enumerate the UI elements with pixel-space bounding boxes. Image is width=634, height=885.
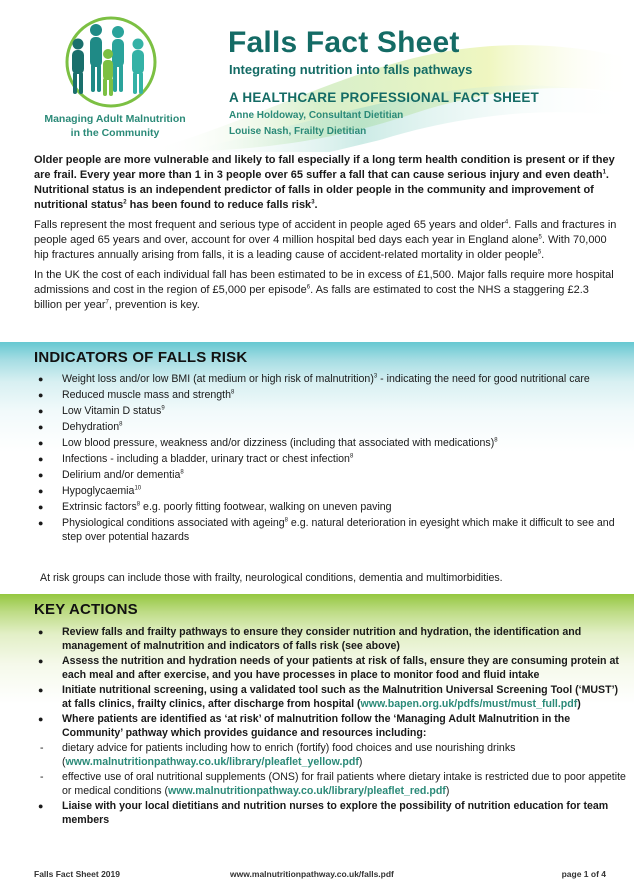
list-item: ● Dehydration$^8$ xyxy=(34,420,624,434)
list-item: - effective use of oral nutritional supplements (ONS) for frail patients where dietary intake is restricted due to poor appetite or medical conditions (www.malnutritionpathway.co.uk/library/pleaflet_red.pdf) xyxy=(34,770,626,798)
org-line-2: in the Community xyxy=(70,127,160,139)
red-leaflet-link[interactable]: www.malnutritionpathway.co.uk/library/pleaflet_red.pdf xyxy=(167,785,446,797)
intro-paragraph-3 xyxy=(34,268,620,313)
intro-text: , prevention is key. xyxy=(108,299,200,311)
list-item: ● Initiate nutritional screening, using a validated tool such as the Malnutrition Universal Screening Tool (‘MUST’) at falls clinics, frailty clinics, after discharge from hospital (www.bapen.org.uk/pdfs/must/must_full.pdf) xyxy=(34,683,626,711)
malnutrition-pathway-logo xyxy=(56,14,166,110)
intro-text: Falls represent the most frequent and serious type of accident in people aged 65 years and older xyxy=(34,219,505,231)
footer-document-name: Falls Fact Sheet 2019 xyxy=(34,869,120,879)
list-item: ● Extrinsic factors$^8$ e.g. poorly fitting footwear, walking on uneven paving xyxy=(34,500,624,514)
yellow-leaflet-link[interactable]: www.malnutritionpathway.co.uk/library/pleaflet_yellow.pdf xyxy=(65,756,359,768)
page-subtitle: Integrating nutrition into falls pathways xyxy=(229,62,473,77)
list-item: ● Reduced muscle mass and strength$^8$ xyxy=(34,388,624,402)
list-item: ● Low blood pressure, weakness and/or dizziness (including that associated with medications)$^8$ xyxy=(34,436,624,450)
intro-text: . Falls and fractures in people aged 65 years and over, account for over 4 million hospital bed days each year in England alone xyxy=(34,219,617,246)
author-2: Louise Nash, Frailty Dietitian xyxy=(229,126,367,137)
list-item: ● Infections - including a bladder, urinary tract or chest infection$^8$ xyxy=(34,452,624,466)
intro-text: has been found to reduce falls risk xyxy=(126,199,312,211)
list-item: - dietary advice for patients including how to enrich (fortify) food choices and use nourishing drinks (www.malnutritionpathway.co.uk/library/pleaflet_yellow.pdf) xyxy=(34,741,626,769)
intro-text: . xyxy=(314,199,318,211)
at-risk-groups-note: At risk groups can include those with frailty, neurological conditions, dementia and multimorbidities. xyxy=(40,572,503,584)
intro-section xyxy=(34,153,620,318)
list-item: ● Low Vitamin D status$^9$ xyxy=(34,404,624,418)
indicators-heading: INDICATORS OF FALLS RISK xyxy=(34,349,248,366)
intro-text: . With 70,000 hip fractures annually arising from falls, it is a leading cause of accident-related mortality in older people xyxy=(34,234,607,261)
intro-text: Older people are more vulnerable and likely to fall especially if a long term health condition is present or if they are frail. Every year more than 1 in 3 people over 65 suffer a fall that can cause serious injury and even death xyxy=(34,154,615,181)
reference-number: 7 xyxy=(105,299,109,306)
list-item: ● Where patients are identified as ‘at risk’ of malnutrition follow the ‘Managing Adult Malnutrition in the Community’ pathway which provides guidance and resources including: xyxy=(34,712,626,740)
reference-number: 5 xyxy=(538,234,542,241)
reference-number: 1 xyxy=(602,169,606,176)
intro-text: . Nutritional status is an independent predictor of falls in older people in the community and improvement of nutritional status xyxy=(34,169,609,211)
page-title: Falls Fact Sheet xyxy=(228,26,460,59)
reference-number: 4 xyxy=(504,219,509,226)
actions-list xyxy=(34,625,626,828)
author-1: Anne Holdoway, Consultant Dietitian xyxy=(229,110,404,121)
intro-text: . As falls are estimated to cost the NHS a staggering £2.3 billion per year xyxy=(34,284,589,311)
intro-paragraph-2 xyxy=(34,218,620,263)
reference-number: 5 xyxy=(537,249,542,256)
footer-page-number: page 1 of 4 xyxy=(561,869,606,879)
intro-paragraph-1 xyxy=(34,153,620,213)
intro-text: In the UK the cost of each individual fall has been estimated to be in excess of £1,500. Major falls require more hospital admissions and cost in the region of £5,000 per episode xyxy=(34,269,614,296)
list-item: ● Assess the nutrition and hydration needs of your patients at risk of falls, ensure they are consuming protein at each meal and after exercise, and you have processes in place to monitor food and fluid intake xyxy=(34,654,626,682)
page-header xyxy=(0,0,634,152)
list-item: ● Delirium and/or dementia$^8$ xyxy=(34,468,624,482)
list-item: ● Weight loss and/or low BMI (at medium or high risk of malnutrition)$^3$ - indicating the need for good nutritional care xyxy=(34,372,624,386)
org-line-1: Managing Adult Malnutrition xyxy=(44,113,186,125)
reference-number: 3 xyxy=(311,199,315,206)
indicators-list xyxy=(34,372,624,546)
reference-number: 2 xyxy=(123,199,127,206)
must-tool-link[interactable]: www.bapen.org.uk/pdfs/must/must_full.pdf xyxy=(360,698,578,710)
reference-number: 6 xyxy=(306,284,311,291)
organisation-name xyxy=(22,112,208,140)
list-item: ● Hypoglycaemia$^{10}$ xyxy=(34,484,624,498)
fact-sheet-type: A HEALTHCARE PROFESSIONAL FACT SHEET xyxy=(229,90,539,105)
list-item: ● Liaise with your local dietitians and nutrition nurses to explore the possibility of nutrition education for team members xyxy=(34,799,626,827)
list-item: ● Physiological conditions associated with ageing$^8$ e.g. natural deterioration in eyesight which make it difficult to see and step over potential hazards xyxy=(34,516,624,544)
actions-heading: KEY ACTIONS xyxy=(34,601,138,618)
intro-text: . xyxy=(541,249,545,261)
footer-url-link[interactable]: www.malnutritionpathway.co.uk/falls.pdf xyxy=(230,869,394,879)
list-item: ● Review falls and frailty pathways to ensure they consider nutrition and hydration, the identification and management of malnutrition and indicators of falls risk (see above) xyxy=(34,625,626,653)
